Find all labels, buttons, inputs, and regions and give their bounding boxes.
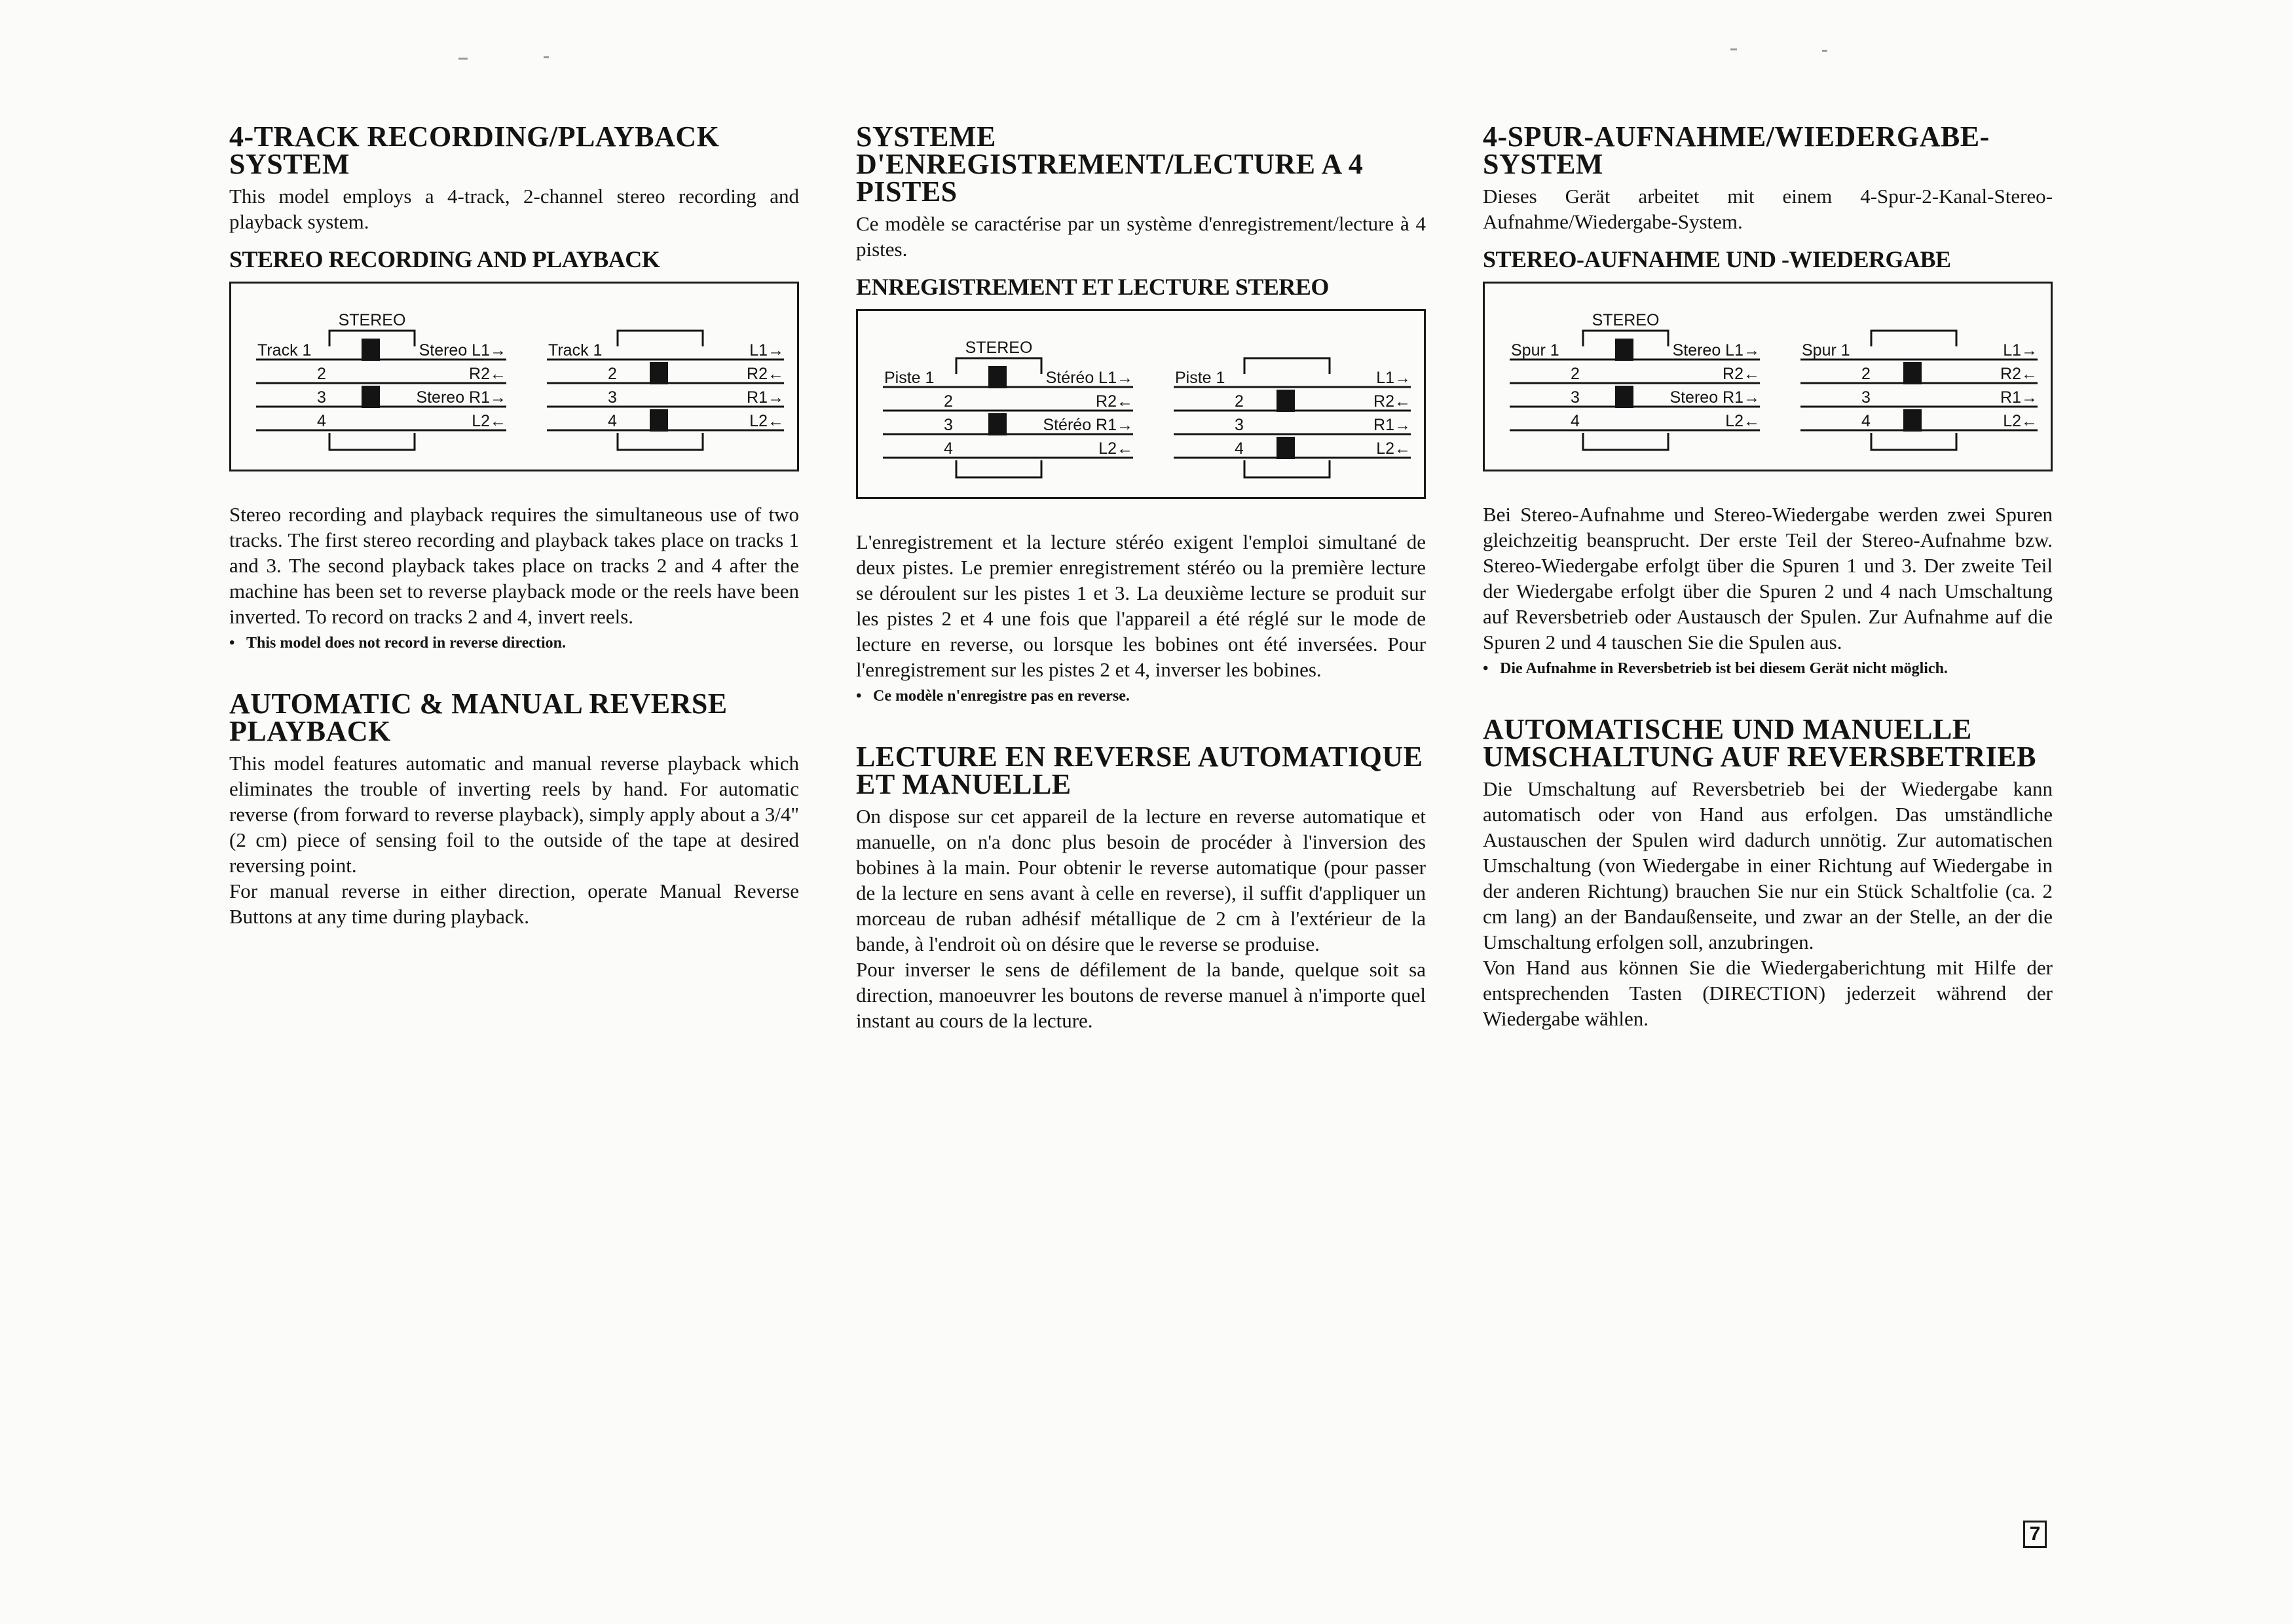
section-subtitle: STEREO RECORDING AND PLAYBACK [229,246,660,272]
channel-label: Stereo L1→ [1672,341,1760,360]
head-block [362,339,380,361]
channel-label: R1→ [2000,388,2038,407]
intro-text: This model employs a 4-track, 2-channel stereo recording and playback system. [229,185,799,233]
track-label: 2 [944,392,953,411]
head-bracket-bottom [618,433,703,450]
section-title-2: LECTURE EN REVERSE AUTOMATIQUE ET MANUELLE [856,741,1423,800]
track-diagram-svg [231,284,797,470]
track-label: Piste 1 [1175,369,1225,387]
channel-label: L2← [472,412,506,430]
body-text-3: Von Hand aus können Sie die Wiedergaberichtung mit Hilfe der entsprechenden Tasten (DIRECTION) jederzeit während der Wiedergabe wählen. [1483,956,2053,1030]
track-diagram-svg [858,311,1424,497]
head-block [1277,390,1295,412]
track-label: Track 1 [257,341,312,360]
note-text: • Ce modèle n'enregistre pas en reverse. [856,686,1426,707]
track-label: 2 [1571,365,1580,383]
body-text-2: On dispose sur cet appareil de la lecture en reverse automatique et manuelle, on n'a donc plus besoin de procéder à l'inversion des bobines à la main. Pour obtenir le reverse automatique (pour passer de la lecture en sens avant à celle en reverse), il suffit d'appliquer un morceau de ruban adhésif métallique de 2 cm à l'extérieur de la bande, à l'endroit où on désire que le reverse se produise. [856,805,1426,955]
head-bracket-bottom [1871,433,1956,450]
channel-label: L2← [1376,439,1411,458]
channel-label: L2← [2003,412,2038,430]
track-label: 4 [317,412,326,430]
intro-text: Dieses Gerät arbeitet mit einem 4-Spur-2-Kanal-Stereo-Aufnahme/Wiedergabe-System. [1483,185,2053,233]
channel-label: L2← [1725,412,1760,430]
track-label: 2 [1861,365,1871,383]
section-title-2: AUTOMATISCHE UND MANUELLE UMSCHALTUNG AUF REVERSBETRIEB [1483,713,2036,773]
channel-label: Stéréo L1→ [1045,369,1133,387]
channel-label: L1→ [2003,341,2038,360]
column-german [1483,120,2053,1031]
reverse-section [1483,713,2053,1031]
track-diagram [229,282,799,471]
head-bracket-top [618,331,703,346]
channel-label: R2← [747,365,784,383]
track-label: Spur 1 [1802,341,1850,360]
head-bracket-bottom [329,433,415,450]
track-diagram [1483,282,2053,471]
head-block [988,366,1007,388]
track-label: 2 [317,365,326,383]
channel-label: L2← [1098,439,1133,458]
scan-mark [1730,48,1737,50]
reverse-section [856,743,1426,1033]
track-label: 3 [944,416,953,434]
track-label: Track 1 [548,341,603,360]
head-block [1903,409,1922,432]
channel-label: Stereo R1→ [1669,388,1760,407]
head-block [1903,362,1922,384]
channel-label: R2← [469,365,506,383]
channel-label: R1→ [1373,416,1411,434]
section-title: SYSTEME D'ENREGISTREMENT/LECTURE A 4 PISTES [856,120,1364,208]
track-label: 4 [944,439,953,458]
channel-label: Stereo L1→ [419,341,506,360]
head-block [650,409,668,432]
body-text-2: Die Umschaltung auf Reversbetrieb bei der Wiedergabe kann automatisch oder von Hand aus erfolgen. Das umständliche Austauschen der Spulen wird dadurch unnötig. Zur automatischen Umschaltung (von Wiedergabe in einer Richtung auf Wiedergabe in der anderen Richtung) brauchen Sie nur ein Stück Schaltfolie (ca. 2 cm lang) an der Bandaußenseite, und zwar an der Stelle, an der die Umschaltung erfolgen soll, anzubringen. [1483,777,2053,953]
head-block [1277,437,1295,459]
intro-text: Ce modèle se caractérise par un système d'enregistrement/lecture à 4 pistes. [856,212,1426,261]
head-block [1615,339,1633,361]
section-title-2: AUTOMATIC & MANUAL REVERSE PLAYBACK [229,688,728,747]
scan-mark [544,56,549,58]
channel-label: R2← [2000,365,2038,383]
track-label: 4 [1235,439,1244,458]
body-text: Bei Stereo-Aufnahme und Stereo-Wiedergabe werden zwei Spuren gleichzeitig beansprucht. Der erste Teil der Stereo-Aufnahme bzw. Stereo-Wiedergabe erfolgt über die Spuren 1 und 3. Der zweite Teil der Wiedergabe erfolgt über die Spuren 2 und 4 nach Umschaltung auf Reversbetrieb oder Austausch der Spulen. Zur Aufnahme auf die Spuren 2 und 4 tauschen Sie die Spulen aus. [1483,503,2053,654]
head-bracket-bottom [1244,460,1330,477]
scan-mark [1822,50,1827,52]
note-text: • This model does not record in reverse direction. [229,633,799,654]
track-label: 3 [1571,388,1580,407]
track-label: 3 [608,388,617,407]
stereo-label: STEREO [338,311,406,329]
body-text-3: Pour inverser le sens de défilement de la bande, quelque soit sa direction, manoeuvrer les boutons de reverse manuel à n'importe quel instant au cours de la lecture. [856,958,1426,1032]
body-text: Stereo recording and playback requires the simultaneous use of two tracks. The first stereo recording and playback takes place on tracks 1 and 3. The second playback takes place on tracks 2 and 4 after the machine has been set to reverse playback mode or the reels have been inverted. To record on tracks 2 and 4, invert reels. [229,503,799,628]
channel-label: R1→ [747,388,784,407]
head-block [1615,386,1633,408]
channel-label: Stereo R1→ [416,388,506,407]
reverse-section [229,690,799,929]
track-label: 4 [1861,412,1871,430]
body-text: L'enregistrement et la lecture stéréo exigent l'emploi simultané de deux pistes. Le premier enregistrement stéréo ou la première lecture se déroulent sur les pistes 1 et 3. La deuxième lecture se produit sur les pistes 2 et 4 une fois que l'appareil a été réglé sur le mode de lecture en reverse, ou lorsque les bobines ont été inversées. Pour l'enregistrement sur les pistes 2 et 4, inverser les bobines. [856,530,1426,681]
channel-label: L1→ [1376,369,1411,387]
track-label: 3 [1235,416,1244,434]
page-number: 7 [2023,1521,2047,1548]
column-french [856,120,1426,1033]
stereo-label: STEREO [1592,311,1660,329]
channel-label: R2← [1723,365,1760,383]
note-text: • Die Aufnahme in Reversbetrieb ist bei diesem Gerät nicht möglich. [1483,659,2053,679]
channel-label: R2← [1373,392,1411,411]
track-label: 3 [1861,388,1871,407]
track-label: Piste 1 [884,369,935,387]
track-label: 4 [608,412,617,430]
track-label: 2 [1235,392,1244,411]
body-text-3: For manual reverse in either direction, operate Manual Reverse Buttons at any time during playback. [229,879,799,928]
head-block [988,413,1007,435]
track-label: 4 [1571,412,1580,430]
track-diagram [856,309,1426,499]
channel-label: Stéréo R1→ [1043,416,1133,434]
channel-label: L1→ [749,341,784,360]
stereo-label: STEREO [965,339,1033,357]
head-bracket-top [1871,331,1956,346]
head-block [362,386,380,408]
track-diagram-svg [1485,284,2051,470]
scan-mark [458,58,468,60]
column-english [229,120,799,929]
section-title: 4-TRACK RECORDING/PLAYBACK SYSTEM [229,120,720,180]
channel-label: R2← [1096,392,1133,411]
track-label: 3 [317,388,326,407]
head-bracket-bottom [1583,433,1668,450]
head-bracket-bottom [956,460,1041,477]
section-title: 4-SPUR-AUFNAHME/WIEDERGABE-SYSTEM [1483,120,1990,180]
track-label: 2 [608,365,617,383]
track-label: Spur 1 [1511,341,1559,360]
section-subtitle: ENREGISTREMENT ET LECTURE STEREO [856,274,1329,300]
head-bracket-top [1244,358,1330,374]
channel-label: L2← [749,412,784,430]
head-block [650,362,668,384]
body-text-2: This model features automatic and manual reverse playback which eliminates the trouble of inverting reels by hand. For automatic reverse (from forward to reverse playback), simply apply about a 3/4" (2 cm) piece of sensing foil to the outside of the tape at desired reversing point. [229,752,799,877]
section-subtitle: STEREO-AUFNAHME UND -WIEDERGABE [1483,246,1951,272]
